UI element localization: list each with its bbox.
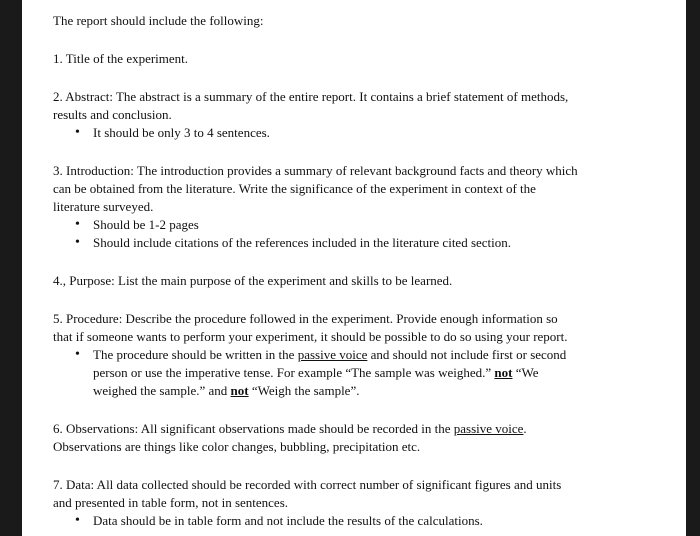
data-bullets xyxy=(53,512,633,530)
bullet-item xyxy=(53,346,633,400)
bullet-text: “Weigh the sample”. xyxy=(248,383,360,398)
abstract-line: results and conclusion. xyxy=(53,107,172,122)
bullet-item: • Should include citations of the references included in the literature cited section. xyxy=(53,234,633,252)
bullet-item: • Should be 1-2 pages xyxy=(53,216,633,234)
procedure-line: 5. Procedure: Describe the procedure followed in the experiment. Provide enough information so xyxy=(53,311,558,326)
right-border xyxy=(686,0,700,536)
item-title: 1. Title of the experiment. xyxy=(53,51,189,66)
observations-line: Observations are things like color changes, bubbling, precipitation etc. xyxy=(53,439,421,454)
bullet-item: • It should be only 3 to 4 sentences. xyxy=(53,124,633,142)
bullet-text: person or use the imperative tense. For example “The sample was weighed.” xyxy=(93,365,495,380)
abstract-line: 2. Abstract: The abstract is a summary of the entire report. It contains a brief statement of methods, xyxy=(53,89,569,104)
data-line: and presented in table form, not in sentences. xyxy=(53,495,289,510)
observations-text: . xyxy=(523,421,527,436)
item-data xyxy=(53,476,633,530)
intro-line: The report should include the following: xyxy=(53,13,264,28)
abstract-bullets xyxy=(53,124,633,142)
introduction-line: 3. Introduction: The introduction provides a summary of relevant background facts and theory which xyxy=(53,163,578,178)
item-observations xyxy=(53,420,633,456)
bullet-text: “We xyxy=(512,365,539,380)
observations-line xyxy=(53,420,633,438)
bullet-item: • Data should be in table form and not include the results of the calculations. xyxy=(53,512,633,530)
not-emphasis: not xyxy=(230,383,249,398)
observations-text: 6. Observations: All significant observations made should be recorded in the xyxy=(53,421,454,436)
introduction-line: can be obtained from the literature. Write the significance of the experiment in context of the xyxy=(53,181,536,196)
bullet-text: weighed the sample.” and xyxy=(93,383,231,398)
bullet-text: The procedure should be written in the xyxy=(93,347,298,362)
document-text xyxy=(53,12,633,530)
item-procedure xyxy=(53,310,633,400)
procedure-bullets xyxy=(53,346,633,400)
item-purpose: 4., Purpose: List the main purpose of the experiment and skills to be learned. xyxy=(53,273,453,288)
data-line: 7. Data: All data collected should be recorded with correct number of significant figures and units xyxy=(53,477,562,492)
introduction-line: literature surveyed. xyxy=(53,199,154,214)
procedure-line: that if someone wants to perform your experiment, it should be possible to do so using your report. xyxy=(53,329,568,344)
item-introduction xyxy=(53,162,633,252)
bullet-text: and should not include first or second xyxy=(367,347,567,362)
passive-voice-underline: passive voice xyxy=(453,421,524,436)
left-border xyxy=(0,0,22,536)
item-abstract xyxy=(53,88,633,142)
passive-voice-underline: passive voice xyxy=(297,347,368,362)
introduction-bullets xyxy=(53,216,633,252)
not-emphasis: not xyxy=(494,365,513,380)
